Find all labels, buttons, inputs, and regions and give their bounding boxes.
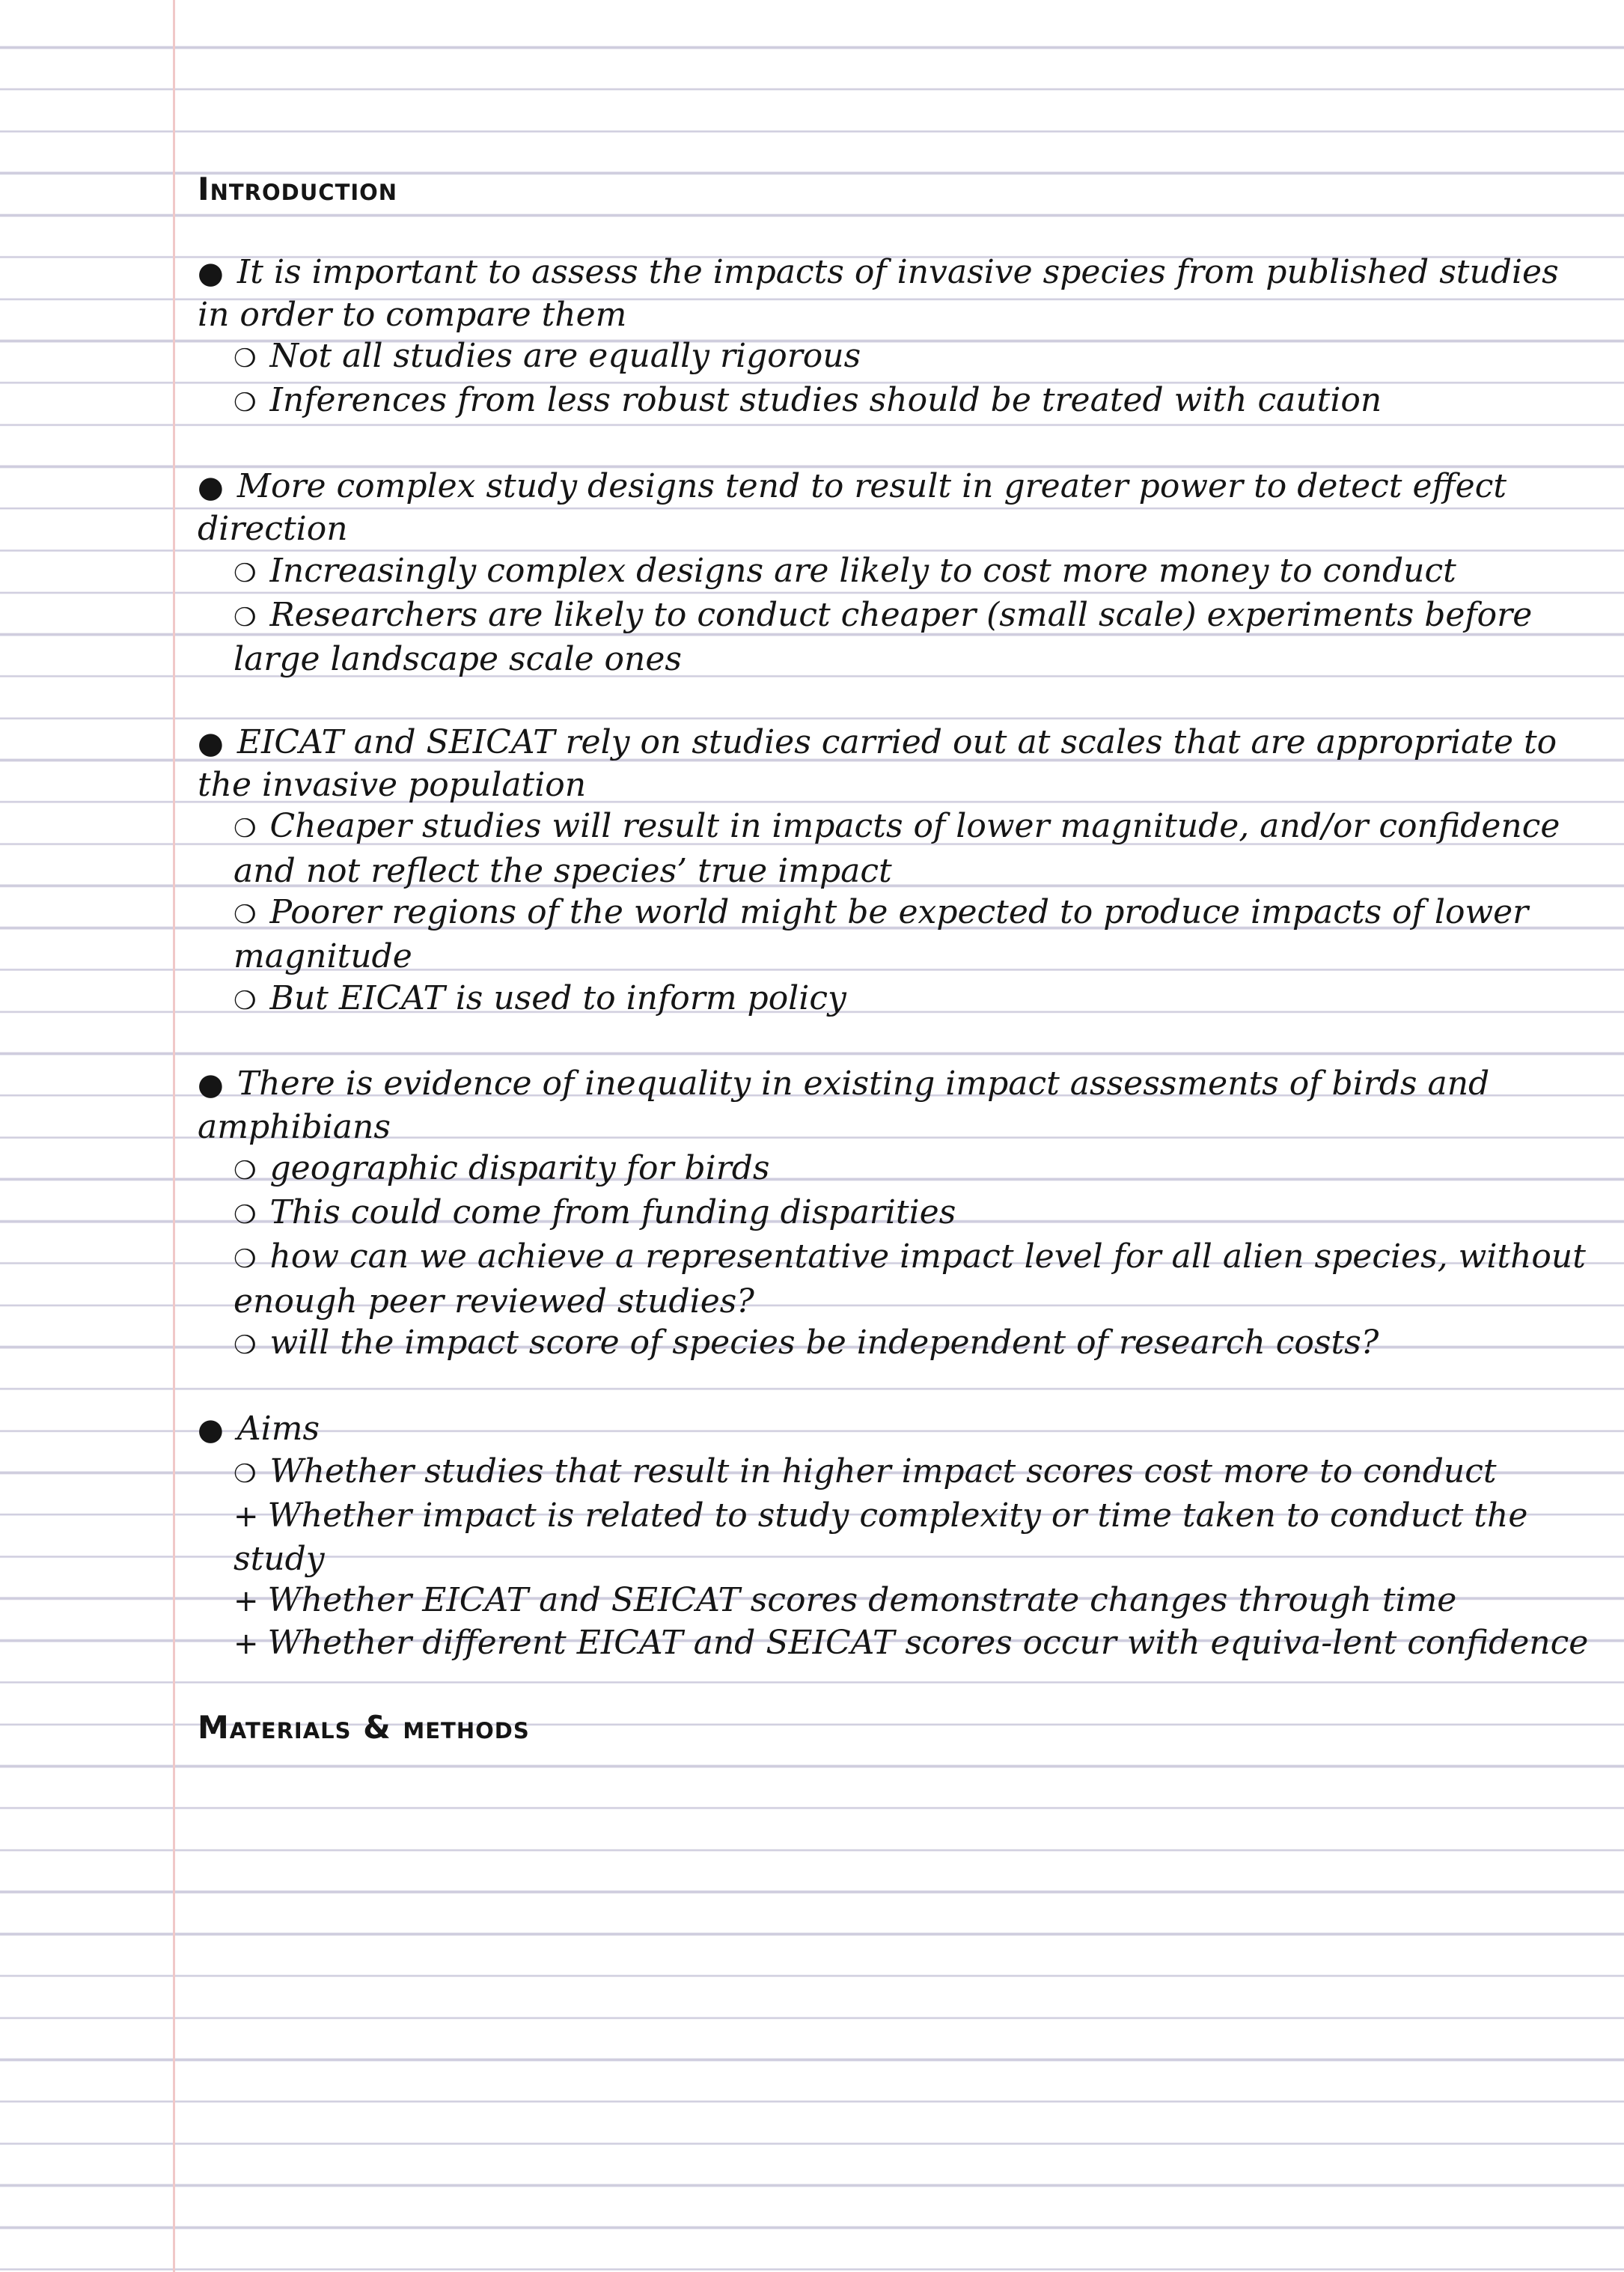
sub-bullet-item [198, 594, 1590, 680]
bullet-item [198, 1063, 1590, 1148]
hollow-circle-bullet-icon: ❍ [233, 558, 257, 588]
hollow-circle-bullet-icon: ❍ [233, 344, 257, 374]
hollow-circle-bullet-icon: ❍ [233, 900, 257, 931]
bullet-text: Inferences from less robust studies should be treated with caution [269, 381, 1382, 420]
blank-line [198, 210, 1590, 251]
bullet-group [198, 1408, 1590, 1666]
bullet-icon: ● [198, 1068, 224, 1103]
sub-bullet-item [198, 978, 1590, 1022]
bullet-group [198, 1063, 1590, 1366]
bullet-text: Increasingly complex designs are likely to cost more money to conduct [269, 551, 1456, 590]
blank-line [198, 680, 1590, 722]
sub-bullet-item [198, 1236, 1590, 1322]
bullet-text: Whether impact is related to study complexity or time taken to conduct the study [233, 1496, 1528, 1578]
plus-bullet-icon: + [233, 1499, 259, 1535]
bullet-text: This could come from funding disparities [269, 1193, 956, 1232]
bullet-item [198, 466, 1590, 550]
bullet-text: geographic disparity for birds [269, 1148, 770, 1187]
bullet-item [198, 1408, 1590, 1451]
plus-bullet-icon: + [233, 1627, 259, 1662]
sub-bullet-item [198, 1580, 1590, 1622]
sub-bullet-item [198, 1322, 1590, 1366]
bullet-text: Whether different EICAT and SEICAT scores occur with equiva-lent confidence [267, 1624, 1589, 1663]
notebook-page [198, 168, 1590, 1748]
bullet-text: Aims [236, 1409, 320, 1448]
bullet-text: Whether EICAT and SEICAT scores demonstrate changes through time [267, 1580, 1457, 1619]
hollow-circle-bullet-icon: ❍ [233, 388, 257, 418]
hollow-circle-bullet-icon: ❍ [233, 1155, 257, 1186]
notebook-margin-line [173, 0, 175, 2272]
blank-line [198, 424, 1590, 466]
section-heading: Introduction [198, 171, 398, 207]
sub-bullet-item [198, 805, 1590, 892]
blank-line [198, 1022, 1590, 1063]
bullet-group [198, 722, 1590, 1022]
bullet-group [198, 252, 1590, 424]
hollow-circle-bullet-icon: ❍ [233, 1244, 257, 1275]
bullet-text: Not all studies are equally rigorous [269, 337, 861, 376]
blank-line [198, 1665, 1590, 1706]
hollow-circle-bullet-icon: ❍ [233, 1330, 257, 1361]
bullet-text: Cheaper studies will result in impacts of lower magnitude, and/or confidence and not reflect the species’ true impact [233, 807, 1560, 890]
bullet-text: More complex study designs tend to result in greater power to detect effect direction [198, 467, 1507, 549]
sub-bullet-item [198, 335, 1590, 380]
plus-bullet-icon: + [233, 1583, 259, 1618]
bullet-text: But EICAT is used to inform policy [269, 978, 846, 1017]
hollow-circle-bullet-icon: ❍ [233, 814, 257, 844]
bullet-text: how can we achieve a representative impact level for all alien species, without enough peer reviewed studies? [233, 1237, 1586, 1321]
bullet-text: EICAT and SEICAT rely on studies carried out at scales that are appropriate to the invasive population [198, 722, 1557, 805]
sub-bullet-item [198, 1192, 1590, 1236]
bullet-item [198, 252, 1590, 336]
bullet-item [198, 722, 1590, 806]
sub-bullet-item [198, 1495, 1590, 1580]
section-0 [198, 168, 1590, 1707]
section-heading: Materials & methods [198, 1708, 530, 1746]
section-1 [198, 1707, 1590, 1748]
bullet-icon: ● [198, 725, 224, 761]
hollow-circle-bullet-icon: ❍ [233, 985, 257, 1016]
bullet-text: There is evidence of inequality in existing impact assessments of birds and amphibians [198, 1065, 1490, 1146]
sub-bullet-item [198, 1451, 1590, 1495]
bullet-text: will the impact score of species be independent of research costs? [269, 1324, 1379, 1362]
sub-bullet-item [198, 380, 1590, 424]
hollow-circle-bullet-icon: ❍ [233, 1200, 257, 1231]
bullet-text: Researchers are likely to conduct cheaper (small scale) experiments before large landscape scale ones [233, 595, 1533, 679]
bullet-text: Poorer regions of the world might be expected to produce impacts of lower magnitude [233, 893, 1529, 976]
bullet-icon: ● [198, 255, 224, 290]
bullet-text: It is important to assess the impacts of invasive species from published studies in order to compare them [198, 252, 1559, 334]
sub-bullet-item [198, 550, 1590, 594]
sub-bullet-item [198, 1622, 1590, 1665]
bullet-icon: ● [198, 470, 224, 505]
bullet-text: Whether studies that result in higher impact scores cost more to conduct [269, 1452, 1497, 1490]
blank-line [198, 1366, 1590, 1407]
sub-bullet-item [198, 1148, 1590, 1192]
hollow-circle-bullet-icon: ❍ [233, 1458, 257, 1489]
bullet-icon: ● [198, 1412, 224, 1447]
sub-bullet-item [198, 892, 1590, 978]
hollow-circle-bullet-icon: ❍ [233, 602, 257, 633]
bullet-group [198, 466, 1590, 680]
